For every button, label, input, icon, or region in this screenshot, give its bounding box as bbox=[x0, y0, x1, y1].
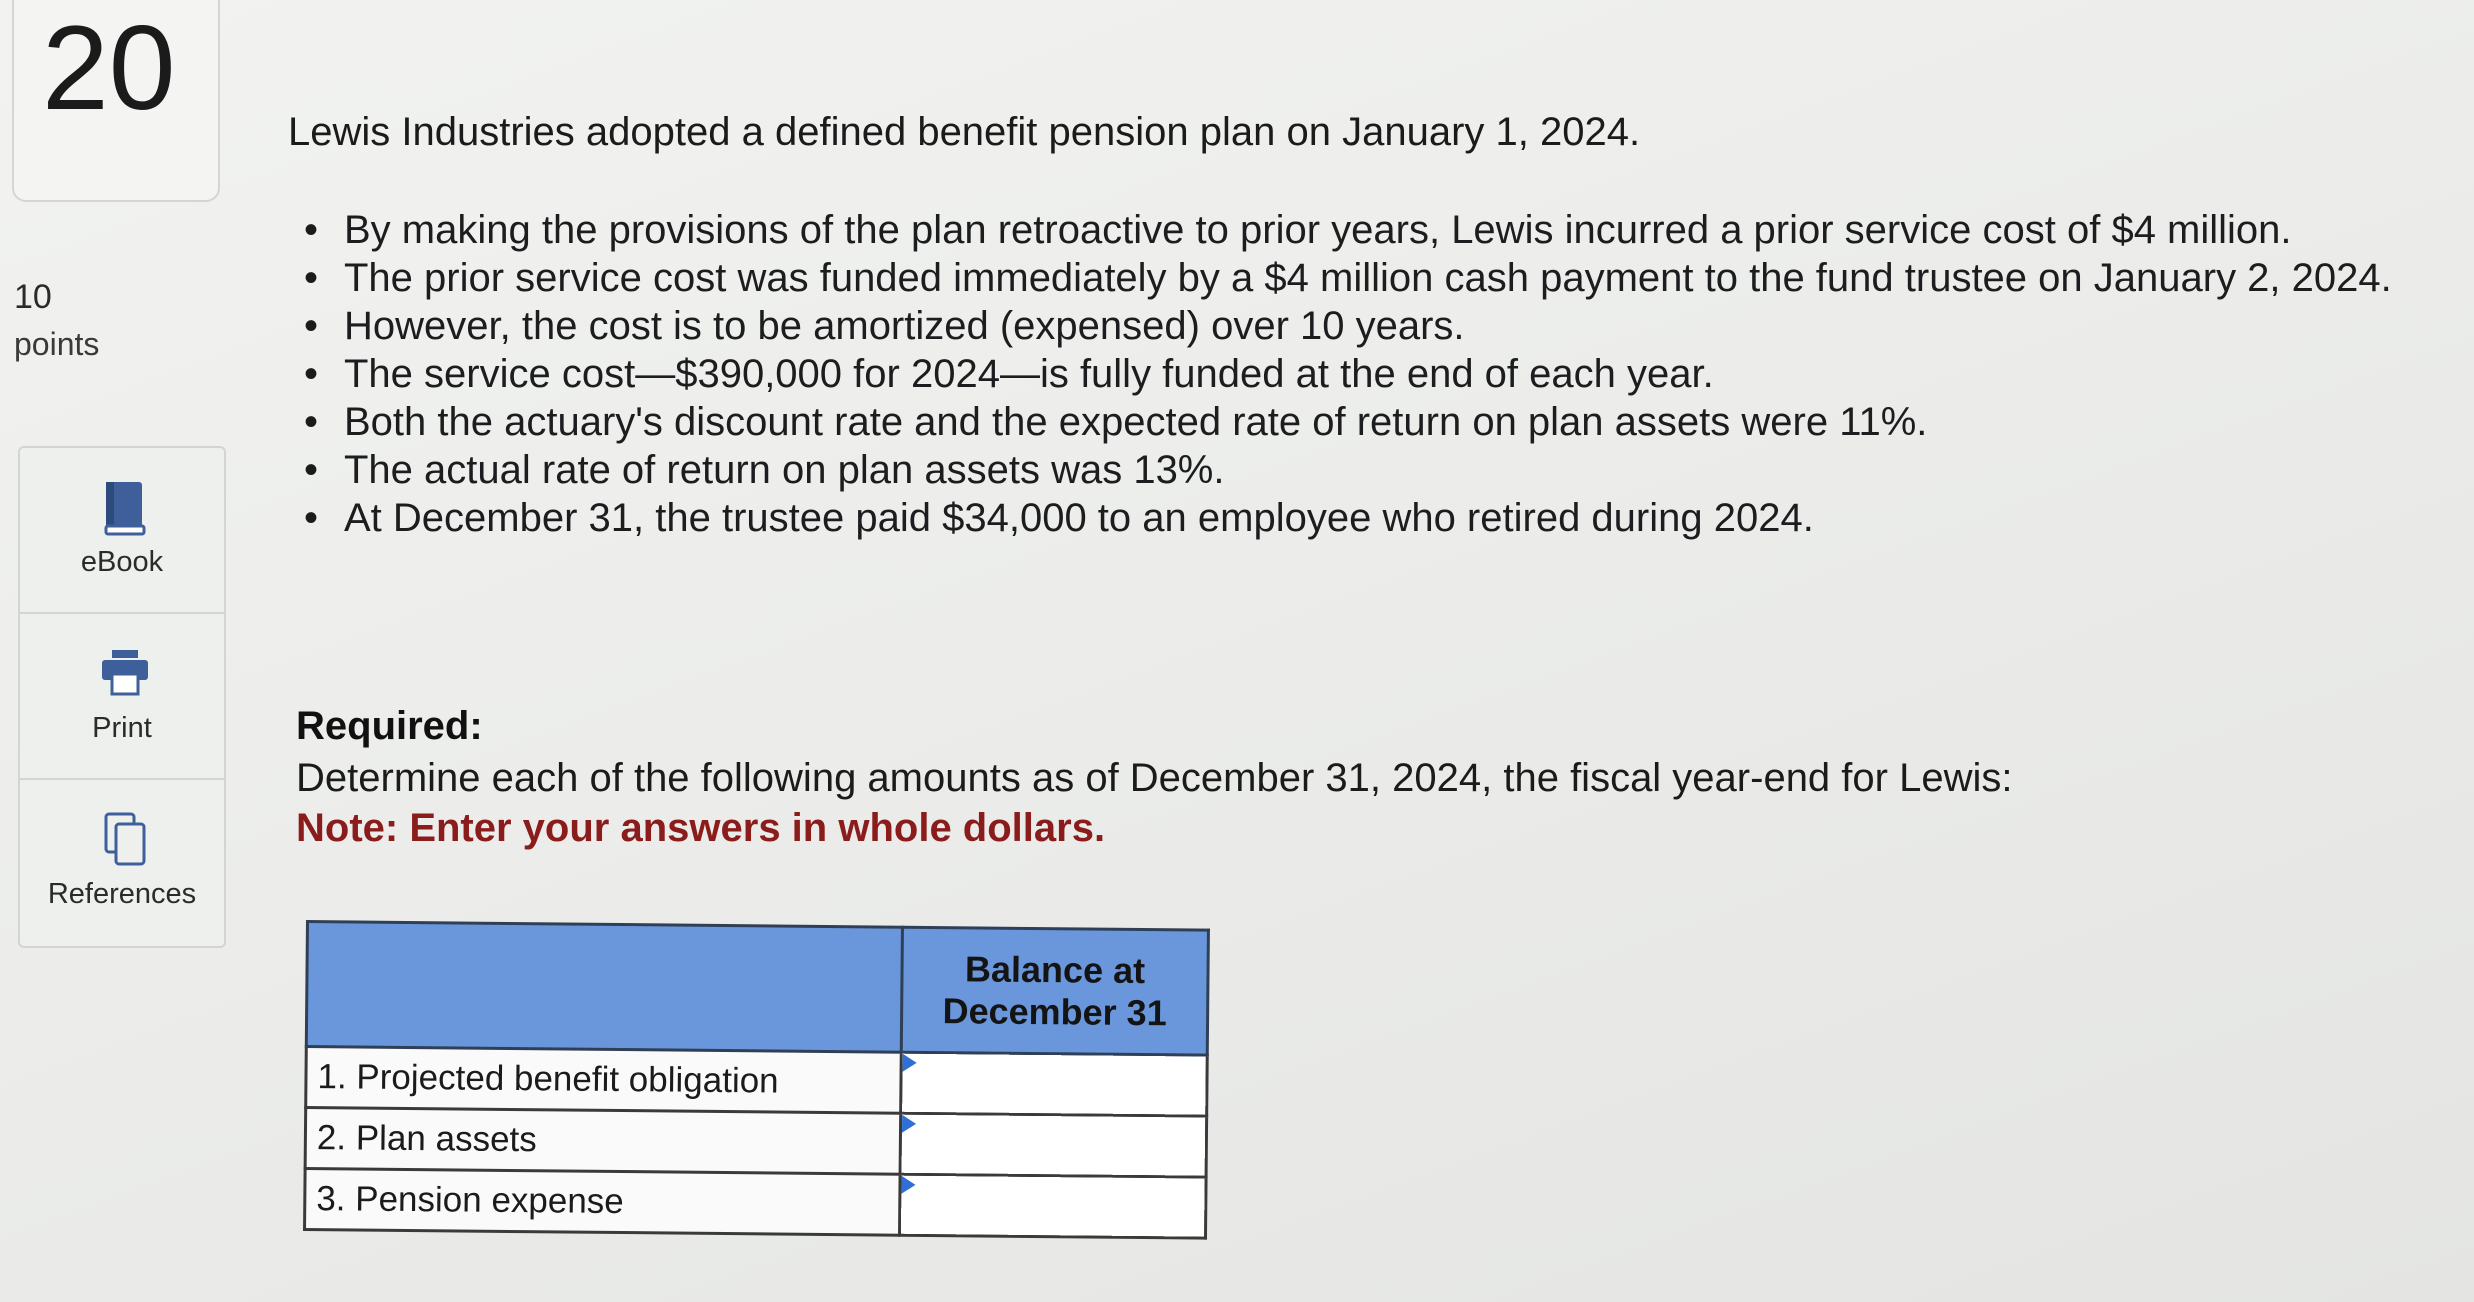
plan-assets-input[interactable] bbox=[902, 1117, 1206, 1174]
copy-documents-icon bbox=[100, 810, 150, 870]
required-text: Determine each of the following amounts as of December 31, 2024, the fiscal year-end for Lewis: bbox=[296, 756, 2013, 800]
print-label: Print bbox=[92, 712, 152, 744]
table-row bbox=[305, 1108, 1207, 1178]
references-label: References bbox=[47, 878, 197, 910]
problem-intro: Lewis Industries adopted a defined benefit pension plan on January 1, 2024. bbox=[288, 110, 1641, 154]
table-header-blank bbox=[306, 922, 902, 1053]
problem-bullets bbox=[300, 206, 2410, 542]
bullet-item: • The actual rate of return on plan assets was 13%. bbox=[300, 446, 2410, 494]
answer-table bbox=[303, 920, 1210, 1240]
row-label-plan-assets: 2. Plan assets bbox=[305, 1108, 901, 1175]
required-note: Note: Enter your answers in whole dollars. bbox=[296, 806, 1106, 850]
pbo-input[interactable] bbox=[902, 1056, 1206, 1113]
points-value: 10 bbox=[14, 278, 52, 316]
pension-expense-input-cell[interactable] bbox=[900, 1174, 1207, 1238]
printer-icon bbox=[100, 644, 150, 704]
question-number-box bbox=[12, 0, 220, 202]
ebook-button[interactable] bbox=[20, 448, 224, 614]
bullet-item: • Both the actuary's discount rate and the expected rate of return on plan assets were 11%. bbox=[300, 398, 2410, 446]
required-title: Required: bbox=[296, 704, 483, 748]
bullet-item: • At December 31, the trustee paid $34,000 to an employee who retired during 2024. bbox=[300, 494, 2410, 542]
bullet-item: • However, the cost is to be amortized (expensed) over 10 years. bbox=[300, 302, 2410, 350]
references-button[interactable] bbox=[20, 780, 224, 944]
pbo-input-cell[interactable] bbox=[901, 1052, 1208, 1116]
row-label-pbo: 1. Projected benefit obligation bbox=[306, 1047, 902, 1114]
row-label-pension-expense: 3. Pension expense bbox=[305, 1169, 901, 1236]
print-button[interactable] bbox=[20, 614, 224, 780]
table-row bbox=[305, 1169, 1207, 1239]
bullet-item: • By making the provisions of the plan retroactive to prior years, Lewis incurred a prior service cost of $4 million. bbox=[300, 206, 2410, 254]
table-header-balance: Balance at December 31 bbox=[901, 927, 1208, 1055]
bullet-item: • The prior service cost was funded immediately by a $4 million cash payment to the fund trustee on January 2, 2024. bbox=[300, 254, 2410, 302]
pension-expense-input[interactable] bbox=[901, 1178, 1205, 1235]
plan-assets-input-cell[interactable] bbox=[900, 1113, 1207, 1177]
table-row bbox=[306, 1047, 1208, 1117]
tools-panel bbox=[18, 446, 226, 948]
book-icon bbox=[100, 478, 150, 538]
bullet-item: • The service cost—$390,000 for 2024—is fully funded at the end of each year. bbox=[300, 350, 2410, 398]
question-number: 20 bbox=[42, 1, 176, 135]
points-label: points bbox=[14, 326, 100, 362]
ebook-label: eBook bbox=[80, 546, 164, 578]
